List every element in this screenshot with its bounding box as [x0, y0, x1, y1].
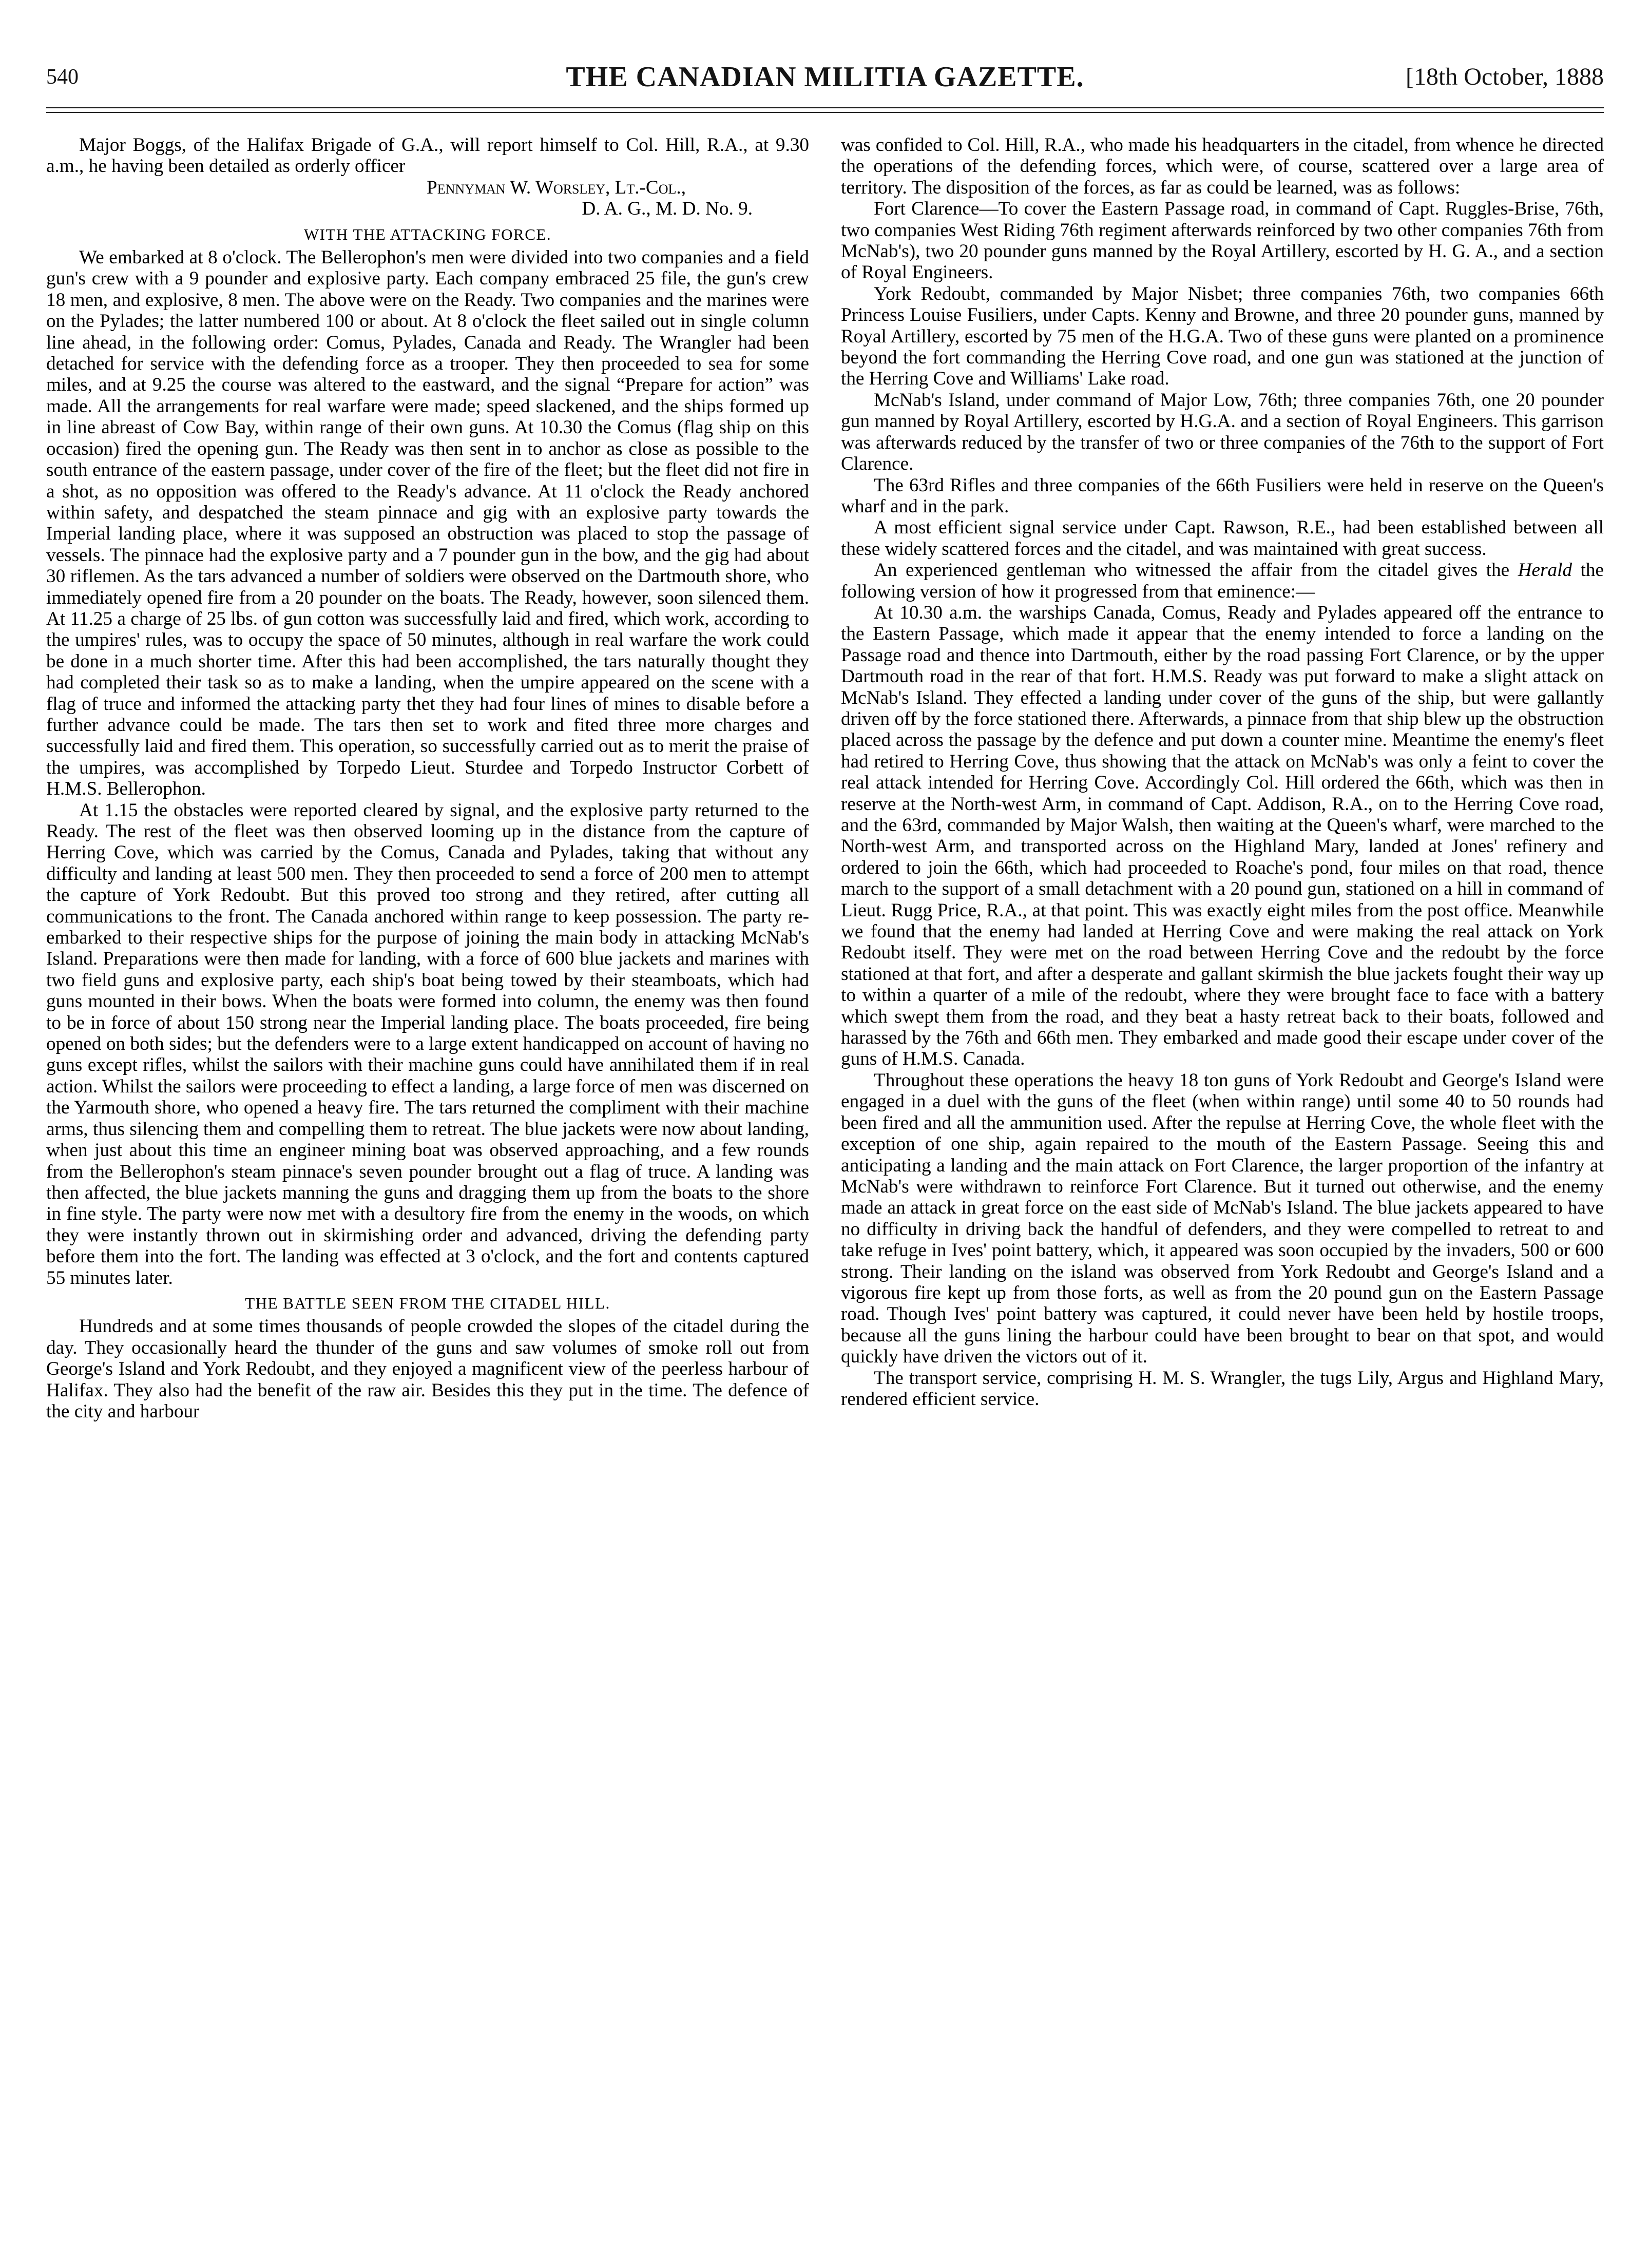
- paragraph: [841, 560, 1604, 602]
- left-column: [46, 134, 809, 2247]
- paragraph: Hundreds and at some times thousands of people crowded the slopes of the citadel during the day. They occasionally heard the thunder of the guns and saw volumes of smoke roll out from George's Island and York Redoubt, and they enjoyed a magnificent view of the peerless harbour of Halifax. They also had the benefit of the raw air. Besides this they put in the time. The defence of the city and harbour: [46, 1316, 809, 1422]
- masthead-title: THE CANADIAN MILITIA GAZETTE.: [566, 61, 1084, 93]
- issue-date: [18th October, 1888: [1406, 63, 1604, 90]
- signature-name: Pennyman W. Worsley, Lt.-Col.,: [427, 177, 686, 198]
- paragraph: Throughout these operations the heavy 18 ton guns of York Redoubt and George's Island were engaged in a duel with the guns of the fleet (when within range) until some 40 to 50 rounds had been fired and all the ammunition used. After the repulse at Herring Cove, the whole fleet with the exception of one ship, again repaired to the mouth of the Eastern Passage. Seeing this and anticipating a landing and the main attack on Fort Clarence, the larger proportion of the infantry at McNab's were withdrawn to reinforce Fort Clarence. But it turned out otherwise, and the enemy made an attack in great force on the east side of McNab's Island. The blue jackets appeared to have no difficulty in driving back the handful of defenders, and they were compelled to retreat to and take refuge in Ives' point battery, which, it appeared was soon occupied by the invaders, 500 or 600 strong. Their landing on the island was observed from York Redoubt and George's Island and a vigorous fire kept up from those forts, as well as from the 20 pound gun on the Eastern Passage road. Though Ives' point battery was captured, it could never have been held by hostile troops, because all the guns lining the harbour could have been brought to bear on that spot, and would quickly have driven the victors out of it.: [841, 1069, 1604, 1368]
- page-header: [46, 61, 1604, 102]
- section-heading-citadel-hill: THE BATTLE SEEN FROM THE CITADEL HILL.: [245, 1294, 610, 1312]
- page-number: 540: [46, 65, 79, 89]
- newspaper-name: Herald: [1518, 560, 1572, 581]
- paragraph: The transport service, comprising H. M. S. Wrangler, the tugs Lily, Argus and Highland Mary, rendered efficient service.: [841, 1367, 1604, 1410]
- paragraph: A most efficient signal service under Capt. Rawson, R.E., had been established between all these widely scattered forces and the citadel, and was maintained with great success.: [841, 517, 1604, 560]
- section-heading-attacking-force: WITH THE ATTACKING FORCE.: [303, 225, 552, 243]
- paragraph: At 10.30 a.m. the warships Canada, Comus, Ready and Pylades appeared off the entrance to the Eastern Passage, which made it appear that the enemy intended to force a landing on the Passage road and thence into Dartmouth, either by the road passing Fort Clarence, or by the upper Dartmouth road in the rear of that fort. H.M.S. Ready was put forward to make a slight attack on McNab's Island. They effected a landing under cover of the guns of the ship, but were gallantly driven off by the force stationed there. Afterwards, a pinnace from that ship blew up the obstruction placed across the passage by the defence and put down a counter mine. Meantime the enemy's fleet had retired to Herring Cove, thus showing that the attack on McNab's was only a feint to cover the real attack intended for Herring Cove. Accordingly Col. Hill ordered the 66th, which was then in reserve at the North-west Arm, in command of Capt. Addison, R.A., on to the Herring Cove road, and the 63rd, commanded by Major Walsh, then waiting at the Queen's wharf, were marched to the North-west Arm, and transported across on the Highland Mary, landed at Jones' refinery and ordered to join the 66th, which had proceeded to Roache's pond, four miles on that road, thence march to the support of a small detachment with a 20 pound gun, stationed on a hill in command of Lieut. Rugg Price, R.A., at that point. This was exactly eight miles from the post office. Meanwhile we found that the enemy had landed at Herring Cove and were making the real attack on York Redoubt itself. They were met on the road between Herring Cove and the redoubt by the force stationed at that fort, and after a desperate and gallant skirmish the blue jackets fought their way up to within a quarter of a mile of the redoubt, where they were brought face to face with a battery which swept them from the road, and they beat a hasty retreat back to their boats, followed and harassed by the 76th and 66th men. They embarked and made good their escape under cover of the guns of H.M.S. Canada.: [841, 602, 1604, 1070]
- paragraph: York Redoubt, commanded by Major Nisbet; three companies 76th, two companies 66th Princess Louise Fusiliers, under Capts. Kenny and Browne, and three 20 pounder guns, manned by Royal Artillery, escorted by 75 men of the H.G.A. Two of these guns were planted on a prominence beyond the fort commanding the Herring Cove road, and one gun was stationed at the junction of the Herring Cove and Williams' Lake road.: [841, 283, 1604, 390]
- paragraph: was confided to Col. Hill, R.A., who made his headquarters in the citadel, from whence he directed the operations of the defending forces, which were, of course, scattered over a large area of territory. The disposition of the forces, as far as could be learned, was as follows:: [841, 134, 1604, 198]
- header-rule: [46, 107, 1604, 108]
- text-run: the following version of how it progressed from that eminence:—: [841, 560, 1604, 602]
- article-columns: [46, 134, 1604, 2247]
- intro-paragraph: Major Boggs, of the Halifax Brigade of G.A., will report himself to Col. Hill, R.A., at 9.30 a.m., he having been detailed as orderly officer: [46, 134, 809, 177]
- paragraph: We embarked at 8 o'clock. The Bellerophon's men were divided into two companies and a field gun's crew with a 9 pounder and explosive party. Each company embraced 25 file, the gun's crew 18 men, and explosive, 8 men. The above were on the Ready. Two companies and the marines were on the Pylades; the latter numbered 100 or about. At 8 o'clock the fleet sailed out in single column line ahead, in the following order: Comus, Pylades, Canada and Ready. The Wrangler had been detached for service with the defending force as a trooper. They then proceeded to sea for some miles, and at 9.25 the course was altered to the eastward, and the signal “Prepare for action” was made. All the arrangements for real warfare were made; speed slackened, and the ships formed up in line abreast of Cow Bay, within range of their own guns. At 10.30 the Comus (flag ship on this occasion) fired the opening gun. The Ready was then sent in to anchor as close as possible to the south entrance of the eastern passage, under cover of the fire of the fleet; but the fleet did not fire in a shot, as no opposition was offered to the Ready's advance. At 11 o'clock the Ready anchored within safety, and despatched the steam pinnace and gig with an explosive party towards the Imperial landing place, where it was supposed an obstruction was placed to stop the passage of vessels. The pinnace had the explosive party and a 7 pounder gun in the bow, and the gig had about 30 riflemen. As the tars advanced a number of soldiers were observed on the Dartmouth shore, who immediately opened fire from a 20 pounder on the boats. The Ready, however, soon silenced them. At 11.25 a charge of 25 lbs. of gun cotton was successfully laid and fired, which work, according to the umpires' rules, was to occupy the space of 50 minutes, although in real warfare the work could be done in a much shorter time. After this had been accomplished, the tars naturally thought they had completed their task so as to make a landing, when the umpire appeared on the scene with a flag of truce and informed the attacking party thet they had four lines of mines to disable before a further advance could be made. The tars then set to work and fited three more charges and successfully laid and fired them. This operation, so successfully carried out as to merit the praise of the umpires, was accomplished by Torpedo Lieut. Sturdee and Torpedo Instructor Corbett of H.M.S. Bellerophon.: [46, 247, 809, 800]
- paragraph: Fort Clarence—To cover the Eastern Passage road, in command of Capt. Ruggles-Brise, 76th, two companies West Riding 76th regiment afterwards reinforced by two other companies 76th from McNab's), two 20 pounder guns manned by the Royal Artillery, escorted by H. G. A., and a section of Royal Engineers.: [841, 198, 1604, 283]
- paragraph: McNab's Island, under command of Major Low, 76th; three companies 76th, one 20 pounder gun manned by Royal Artillery, escorted by H.G.A. and a section of Royal Engineers. This garrison was afterwards reduced by the transfer of two or three companies of the 76th to the support of Fort Clarence.: [841, 389, 1604, 475]
- text-run: An experienced gentleman who witnessed the affair from the citadel gives the: [874, 560, 1518, 581]
- paragraph: At 1.15 the obstacles were reported cleared by signal, and the explosive party returned to the Ready. The rest of the fleet was then observed looming up in the distance from the capture of Herring Cove, which was carried by the Comus, Canada and Pylades, taking that without any difficulty and landing at least 500 men. They then proceeded to send a force of 200 men to attempt the capture of York Redoubt. But this proved too strong and they retired, after cutting all communications to the front. The Canada anchored within range to keep possession. The party re-embarked to their respective ships for the purpose of joining the main body in attacking McNab's Island. Preparations were then made for landing, with a force of 600 blue jackets and marines with two field guns and explosive party, each ship's boat being towed by their steamboats, which had guns mounted in their bows. When the boats were formed into column, the enemy was then found to be in force of about 150 strong near the Imperial landing place. The boats proceeded, fire being opened on both sides; but the defenders were to a large extent handicapped on account of having no guns except rifles, whilst the sailors with their machine guns could have annihilated them if in real action. Whilst the sailors were proceeding to effect a landing, a large force of men was discerned on the Yarmouth shore, who opened a heavy fire. The tars returned the compliment with their machine arms, thus silencing them and compelling them to retreat. The blue jackets were now about landing, when just about this time an engineer mining boat was observed approaching, and a few rounds from the Bellerophon's steam pinnace's seven pounder brought out a flag of truce. A landing was then affected, the blue jackets manning the guns and dragging them up from the boats to the shore in fine style. The party were now met with a desultory fire from the enemy in the woods, on which they were instantly thrown out in skirmishing order and advanced, driving the defending party before them into the fort. The landing was effected at 3 o'clock, and the fort and contents captured 55 minutes later.: [46, 799, 809, 1289]
- paragraph: The 63rd Rifles and three companies of the 66th Fusiliers were held in reserve on the Queen's wharf and in the park.: [841, 474, 1604, 517]
- right-column: [841, 134, 1604, 2247]
- signature-title: D. A. G., M. D. No. 9.: [582, 198, 753, 220]
- header-rule-thin: [46, 112, 1604, 113]
